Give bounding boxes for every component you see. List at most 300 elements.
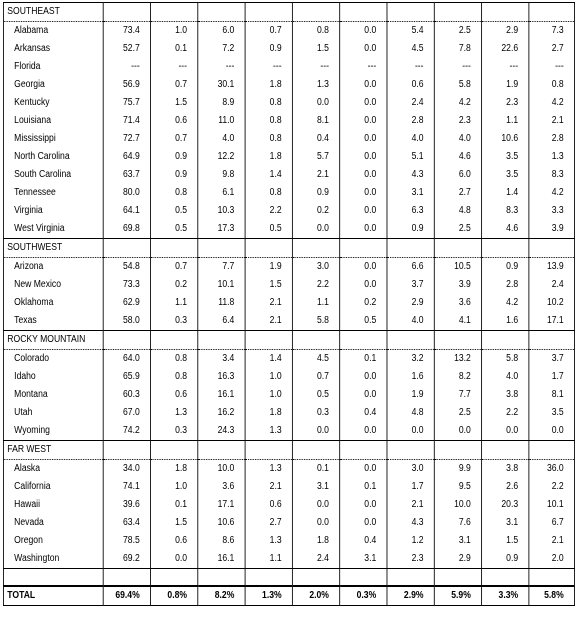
- value-cell: 2.1: [529, 532, 575, 550]
- value-cell: 0.0: [340, 184, 387, 202]
- state-name-cell: Montana: [3, 386, 103, 404]
- region-header-blank: [292, 441, 339, 460]
- value-cell: 9.5: [434, 478, 481, 496]
- value-cell: 1.8: [292, 532, 339, 550]
- value-cell: 4.8: [387, 404, 434, 422]
- table-row: [3, 460, 574, 479]
- region-header-blank: [245, 3, 292, 22]
- value-cell: 2.1: [292, 166, 339, 184]
- value-cell: 8.9: [198, 94, 245, 112]
- value-cell: 78.5: [103, 532, 150, 550]
- value-cell: 3.7: [387, 276, 434, 294]
- value-cell: 0.0: [340, 40, 387, 58]
- value-cell: 3.4: [198, 350, 245, 369]
- state-name-cell: Louisiana: [3, 112, 103, 130]
- spacer-cell: [482, 569, 529, 587]
- value-cell: 1.8: [150, 460, 197, 479]
- value-cell: 13.9: [529, 258, 575, 277]
- region-header-row: [3, 441, 574, 460]
- value-cell: 7.7: [434, 386, 481, 404]
- value-cell: ---: [482, 58, 529, 76]
- value-cell: 16.3: [198, 368, 245, 386]
- value-cell: 0.5: [292, 386, 339, 404]
- region-header-blank: [103, 3, 150, 22]
- value-cell: 1.9: [387, 386, 434, 404]
- value-cell: 10.5: [434, 258, 481, 277]
- region-header-row: [3, 239, 574, 258]
- region-header: SOUTHWEST: [3, 239, 103, 258]
- region-header-blank: [150, 3, 197, 22]
- value-cell: 0.3: [150, 422, 197, 441]
- table-row: [3, 94, 574, 112]
- state-name-cell: Utah: [3, 404, 103, 422]
- state-name-cell: Alabama: [3, 22, 103, 41]
- total-value-cell: 69.4%: [103, 586, 150, 606]
- value-cell: 4.2: [482, 294, 529, 312]
- table-row: [3, 404, 574, 422]
- value-cell: 0.1: [150, 40, 197, 58]
- value-cell: 0.9: [150, 166, 197, 184]
- value-cell: 0.8: [529, 76, 575, 94]
- state-name-cell: Wyoming: [3, 422, 103, 441]
- table-row: [3, 514, 574, 532]
- value-cell: 63.7: [103, 166, 150, 184]
- region-header-blank: [529, 3, 575, 22]
- value-cell: 4.3: [387, 514, 434, 532]
- region-header-blank: [434, 331, 481, 350]
- value-cell: 2.3: [434, 112, 481, 130]
- value-cell: 7.2: [198, 40, 245, 58]
- region-header-blank: [340, 331, 387, 350]
- value-cell: 2.4: [292, 550, 339, 569]
- table-row: [3, 184, 574, 202]
- value-cell: 1.5: [150, 94, 197, 112]
- value-cell: 3.1: [482, 514, 529, 532]
- value-cell: 3.5: [482, 148, 529, 166]
- value-cell: 1.5: [482, 532, 529, 550]
- value-cell: 3.5: [482, 166, 529, 184]
- value-cell: 2.3: [482, 94, 529, 112]
- value-cell: 0.2: [292, 202, 339, 220]
- value-cell: 4.0: [198, 130, 245, 148]
- state-name-cell: California: [3, 478, 103, 496]
- value-cell: 2.5: [434, 404, 481, 422]
- value-cell: 0.6: [150, 386, 197, 404]
- state-name-cell: South Carolina: [3, 166, 103, 184]
- table-row: [3, 276, 574, 294]
- state-name-cell: Virginia: [3, 202, 103, 220]
- value-cell: 2.9: [387, 294, 434, 312]
- region-header-blank: [387, 331, 434, 350]
- value-cell: 2.7: [245, 514, 292, 532]
- table-row: [3, 422, 574, 441]
- value-cell: 4.2: [529, 94, 575, 112]
- region-header-blank: [482, 331, 529, 350]
- value-cell: 1.1: [482, 112, 529, 130]
- value-cell: 39.6: [103, 496, 150, 514]
- value-cell: 2.7: [529, 40, 575, 58]
- value-cell: 1.3: [529, 148, 575, 166]
- state-name-cell: Arkansas: [3, 40, 103, 58]
- spacer-cell: [340, 569, 387, 587]
- spacer-cell: [529, 569, 575, 587]
- value-cell: 0.7: [292, 368, 339, 386]
- value-cell: 0.9: [150, 148, 197, 166]
- state-name-cell: Mississippi: [3, 130, 103, 148]
- value-cell: 4.5: [387, 40, 434, 58]
- value-cell: 3.1: [292, 478, 339, 496]
- value-cell: 6.6: [387, 258, 434, 277]
- value-cell: 0.0: [340, 76, 387, 94]
- state-name-cell: Washington: [3, 550, 103, 569]
- table-row: [3, 112, 574, 130]
- value-cell: 0.9: [482, 550, 529, 569]
- value-cell: 0.0: [340, 112, 387, 130]
- region-header-blank: [387, 239, 434, 258]
- value-cell: 1.4: [245, 350, 292, 369]
- region-header-blank: [292, 239, 339, 258]
- state-name-cell: Alaska: [3, 460, 103, 479]
- value-cell: 0.7: [150, 76, 197, 94]
- region-header-blank: [387, 3, 434, 22]
- spacer-cell: [198, 569, 245, 587]
- value-cell: 0.8: [150, 184, 197, 202]
- value-cell: 3.8: [482, 386, 529, 404]
- value-cell: 7.8: [434, 40, 481, 58]
- value-cell: 0.0: [340, 130, 387, 148]
- value-cell: 64.1: [103, 202, 150, 220]
- value-cell: 17.3: [198, 220, 245, 239]
- value-cell: 7.7: [198, 258, 245, 277]
- value-cell: 0.3: [150, 312, 197, 331]
- value-cell: 58.0: [103, 312, 150, 331]
- value-cell: 0.1: [340, 350, 387, 369]
- data-table-container: [3, 2, 564, 606]
- region-header-blank: [103, 441, 150, 460]
- value-cell: 2.7: [434, 184, 481, 202]
- region-header-blank: [150, 441, 197, 460]
- value-cell: 2.4: [387, 94, 434, 112]
- region-header-blank: [198, 239, 245, 258]
- value-cell: 24.3: [198, 422, 245, 441]
- value-cell: ---: [245, 58, 292, 76]
- value-cell: 0.4: [340, 532, 387, 550]
- value-cell: 3.7: [529, 350, 575, 369]
- value-cell: 0.0: [434, 422, 481, 441]
- value-cell: 0.9: [292, 184, 339, 202]
- region-header-blank: [434, 441, 481, 460]
- value-cell: 73.3: [103, 276, 150, 294]
- region-header-blank: [292, 3, 339, 22]
- value-cell: 2.2: [482, 404, 529, 422]
- value-cell: 1.0: [245, 368, 292, 386]
- value-cell: 1.5: [292, 40, 339, 58]
- value-cell: 63.4: [103, 514, 150, 532]
- value-cell: 2.3: [387, 550, 434, 569]
- value-cell: 6.0: [198, 22, 245, 41]
- value-cell: 64.0: [103, 350, 150, 369]
- value-cell: 2.4: [529, 276, 575, 294]
- value-cell: 74.1: [103, 478, 150, 496]
- table-row: [3, 22, 574, 41]
- total-value-cell: 5.8%: [529, 586, 575, 606]
- value-cell: 20.3: [482, 496, 529, 514]
- value-cell: 36.0: [529, 460, 575, 479]
- value-cell: 4.0: [482, 368, 529, 386]
- state-name-cell: Texas: [3, 312, 103, 331]
- value-cell: 1.8: [245, 404, 292, 422]
- value-cell: 1.6: [482, 312, 529, 331]
- value-cell: 1.3: [245, 422, 292, 441]
- value-cell: 3.5: [529, 404, 575, 422]
- value-cell: 3.1: [387, 184, 434, 202]
- state-name-cell: Idaho: [3, 368, 103, 386]
- spacer-cell: [3, 569, 103, 587]
- value-cell: 1.0: [150, 478, 197, 496]
- value-cell: 17.1: [529, 312, 575, 331]
- value-cell: 0.9: [387, 220, 434, 239]
- region-header: ROCKY MOUNTAIN: [3, 331, 103, 350]
- value-cell: 1.7: [529, 368, 575, 386]
- value-cell: 60.3: [103, 386, 150, 404]
- value-cell: 2.1: [387, 496, 434, 514]
- value-cell: 0.8: [245, 112, 292, 130]
- value-cell: 11.0: [198, 112, 245, 130]
- value-cell: 5.8: [434, 76, 481, 94]
- table-row: [3, 258, 574, 277]
- value-cell: 0.0: [340, 94, 387, 112]
- value-cell: 0.9: [245, 40, 292, 58]
- value-cell: 0.8: [150, 368, 197, 386]
- state-name-cell: Georgia: [3, 76, 103, 94]
- table-row: [3, 478, 574, 496]
- state-name-cell: Nevada: [3, 514, 103, 532]
- value-cell: 8.1: [292, 112, 339, 130]
- value-cell: 0.0: [340, 496, 387, 514]
- value-cell: 10.0: [434, 496, 481, 514]
- value-cell: 0.1: [292, 460, 339, 479]
- value-cell: 5.4: [387, 22, 434, 41]
- value-cell: 0.4: [340, 404, 387, 422]
- value-cell: 2.9: [434, 550, 481, 569]
- value-cell: 56.9: [103, 76, 150, 94]
- total-value-cell: 3.3%: [482, 586, 529, 606]
- value-cell: 2.5: [434, 220, 481, 239]
- value-cell: 6.0: [434, 166, 481, 184]
- value-cell: 4.2: [434, 94, 481, 112]
- spacer-cell: [387, 569, 434, 587]
- value-cell: 1.4: [482, 184, 529, 202]
- value-cell: 12.2: [198, 148, 245, 166]
- region-header-blank: [198, 441, 245, 460]
- value-cell: 5.7: [292, 148, 339, 166]
- value-cell: 0.0: [340, 422, 387, 441]
- region-header-blank: [529, 331, 575, 350]
- value-cell: 8.3: [482, 202, 529, 220]
- table-row: [3, 550, 574, 569]
- value-cell: 1.8: [245, 148, 292, 166]
- table-row: [3, 166, 574, 184]
- value-cell: 8.1: [529, 386, 575, 404]
- value-cell: 16.2: [198, 404, 245, 422]
- value-cell: 7.6: [434, 514, 481, 532]
- value-cell: 3.3: [529, 202, 575, 220]
- value-cell: 1.9: [245, 258, 292, 277]
- value-cell: 1.3: [245, 532, 292, 550]
- value-cell: 1.0: [245, 386, 292, 404]
- value-cell: 2.8: [482, 276, 529, 294]
- value-cell: 54.8: [103, 258, 150, 277]
- region-header-blank: [245, 239, 292, 258]
- total-row: [3, 586, 574, 606]
- total-label: TOTAL: [3, 586, 103, 606]
- state-name-cell: Oklahoma: [3, 294, 103, 312]
- value-cell: 72.7: [103, 130, 150, 148]
- value-cell: 2.9: [482, 22, 529, 41]
- value-cell: 0.5: [340, 312, 387, 331]
- spacer-cell: [150, 569, 197, 587]
- state-name-cell: North Carolina: [3, 148, 103, 166]
- value-cell: 0.0: [292, 514, 339, 532]
- state-name-cell: Oregon: [3, 532, 103, 550]
- value-cell: 0.0: [482, 422, 529, 441]
- region-header-blank: [150, 239, 197, 258]
- value-cell: 4.0: [387, 130, 434, 148]
- spacer-cell: [292, 569, 339, 587]
- value-cell: 10.2: [529, 294, 575, 312]
- region-header-blank: [434, 239, 481, 258]
- value-cell: 71.4: [103, 112, 150, 130]
- value-cell: 3.9: [529, 220, 575, 239]
- value-cell: ---: [387, 58, 434, 76]
- table-row: [3, 40, 574, 58]
- region-header-blank: [292, 331, 339, 350]
- value-cell: 1.8: [245, 76, 292, 94]
- table-row: [3, 294, 574, 312]
- value-cell: 69.2: [103, 550, 150, 569]
- total-value-cell: 2.9%: [387, 586, 434, 606]
- table-row: [3, 350, 574, 369]
- value-cell: 1.9: [482, 76, 529, 94]
- value-cell: 5.8: [292, 312, 339, 331]
- value-cell: 8.6: [198, 532, 245, 550]
- total-value-cell: 8.2%: [198, 586, 245, 606]
- value-cell: 1.3: [150, 404, 197, 422]
- value-cell: 30.1: [198, 76, 245, 94]
- value-cell: 1.7: [387, 478, 434, 496]
- value-cell: 7.3: [529, 22, 575, 41]
- value-cell: 4.0: [434, 130, 481, 148]
- table-row: [3, 202, 574, 220]
- value-cell: 0.6: [150, 532, 197, 550]
- value-cell: 2.1: [245, 478, 292, 496]
- value-cell: 2.1: [245, 312, 292, 331]
- value-cell: 6.1: [198, 184, 245, 202]
- value-cell: 0.8: [292, 22, 339, 41]
- region-header-blank: [434, 3, 481, 22]
- value-cell: 2.5: [434, 22, 481, 41]
- value-cell: 1.4: [245, 166, 292, 184]
- value-cell: 6.7: [529, 514, 575, 532]
- value-cell: 4.0: [387, 312, 434, 331]
- value-cell: 69.8: [103, 220, 150, 239]
- value-cell: 4.6: [434, 148, 481, 166]
- value-cell: 10.6: [482, 130, 529, 148]
- value-cell: 2.6: [482, 478, 529, 496]
- value-cell: 16.1: [198, 550, 245, 569]
- value-cell: 0.0: [340, 460, 387, 479]
- region-header: SOUTHEAST: [3, 3, 103, 22]
- value-cell: ---: [434, 58, 481, 76]
- value-cell: 0.5: [150, 220, 197, 239]
- value-cell: 0.7: [245, 22, 292, 41]
- value-cell: 3.6: [198, 478, 245, 496]
- value-cell: ---: [292, 58, 339, 76]
- value-cell: 16.1: [198, 386, 245, 404]
- region-header-blank: [482, 441, 529, 460]
- value-cell: 4.3: [387, 166, 434, 184]
- value-cell: 0.0: [340, 514, 387, 532]
- value-cell: 67.0: [103, 404, 150, 422]
- region-header-blank: [198, 3, 245, 22]
- value-cell: 6.3: [387, 202, 434, 220]
- value-cell: 0.4: [292, 130, 339, 148]
- value-cell: 0.0: [529, 422, 575, 441]
- total-value-cell: 0.3%: [340, 586, 387, 606]
- table-row: [3, 386, 574, 404]
- value-cell: 13.2: [434, 350, 481, 369]
- state-name-cell: New Mexico: [3, 276, 103, 294]
- value-cell: 0.0: [292, 496, 339, 514]
- value-cell: 0.0: [340, 368, 387, 386]
- value-cell: 65.9: [103, 368, 150, 386]
- value-cell: 0.7: [150, 258, 197, 277]
- spacer-cell: [245, 569, 292, 587]
- value-cell: 5.1: [387, 148, 434, 166]
- value-cell: 4.1: [434, 312, 481, 331]
- value-cell: 2.2: [292, 276, 339, 294]
- table-row: [3, 76, 574, 94]
- table-row: [3, 312, 574, 331]
- value-cell: 0.2: [150, 276, 197, 294]
- value-cell: 0.0: [340, 220, 387, 239]
- value-cell: 3.8: [482, 460, 529, 479]
- state-data-table: [3, 2, 575, 606]
- value-cell: 2.1: [529, 112, 575, 130]
- spacer-row: [3, 569, 574, 587]
- table-row: [3, 148, 574, 166]
- value-cell: 0.6: [150, 112, 197, 130]
- value-cell: 52.7: [103, 40, 150, 58]
- value-cell: 3.1: [340, 550, 387, 569]
- value-cell: 1.1: [245, 550, 292, 569]
- state-name-cell: Colorado: [3, 350, 103, 369]
- value-cell: ---: [529, 58, 575, 76]
- value-cell: 5.8: [482, 350, 529, 369]
- value-cell: 0.0: [340, 276, 387, 294]
- value-cell: 1.6: [387, 368, 434, 386]
- value-cell: 1.5: [245, 276, 292, 294]
- value-cell: ---: [340, 58, 387, 76]
- value-cell: 22.6: [482, 40, 529, 58]
- value-cell: 2.2: [529, 478, 575, 496]
- value-cell: 0.1: [340, 478, 387, 496]
- value-cell: 3.0: [387, 460, 434, 479]
- value-cell: 0.0: [340, 166, 387, 184]
- value-cell: 10.0: [198, 460, 245, 479]
- value-cell: 1.1: [292, 294, 339, 312]
- state-name-cell: Tennessee: [3, 184, 103, 202]
